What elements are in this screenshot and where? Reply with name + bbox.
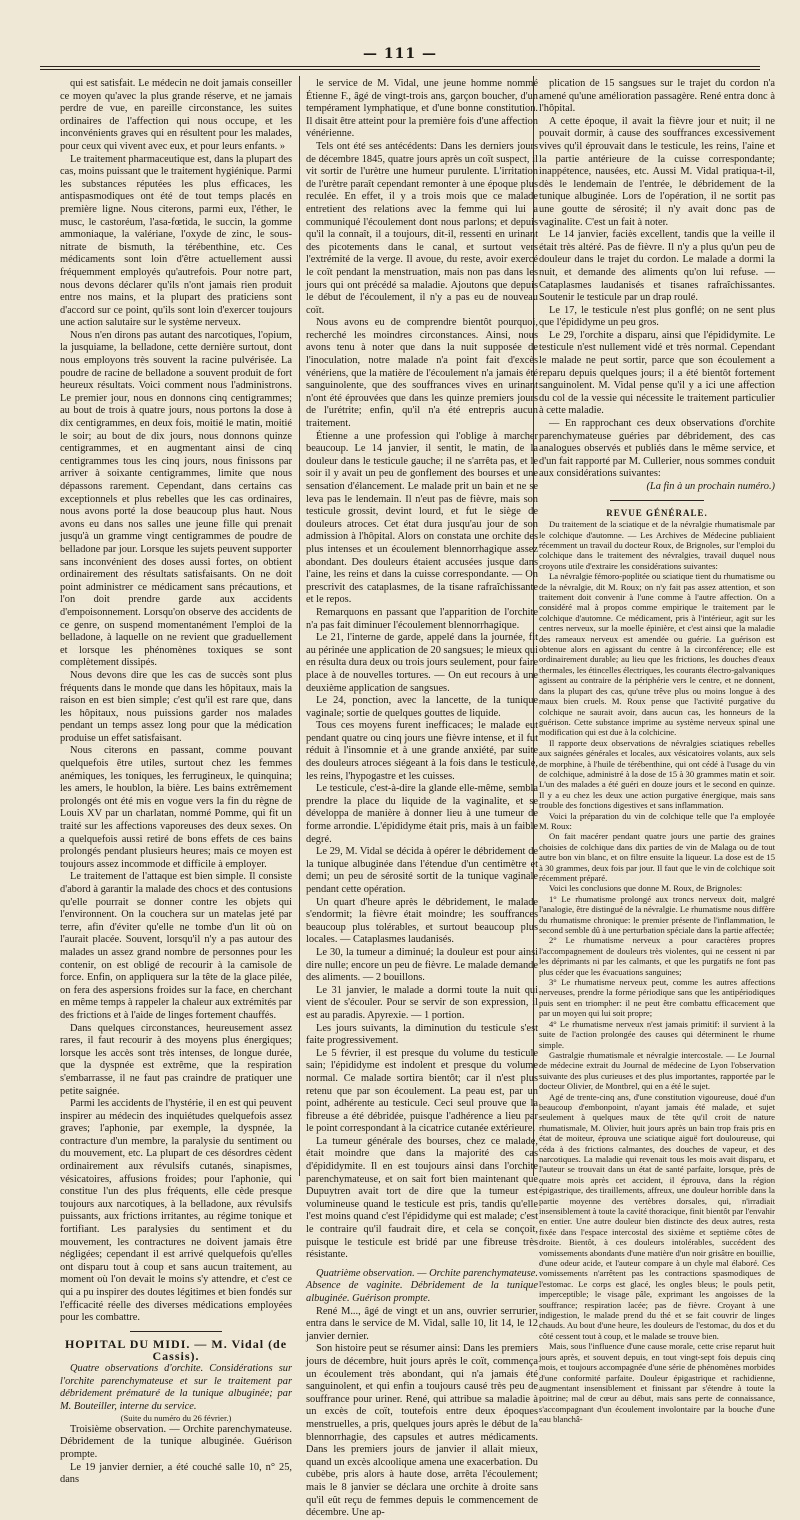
col2-paragraph: Remarquons en passant que l'apparition de l'orchite n'a pas fait diminuer l'écoulement blennorrhagique.: [306, 606, 538, 631]
revue-paragraph: On fait macérer pendant quatre jours une partie des graines choisies de colchique dans dix parties de vin de Malaga ou de tout autre bon vin blanc, et on filtre ensuite la liqueur. La dose est de 15 à 30 grammes, deux fois par jour. Il faut que le vin de colchique soit récemment préparé.: [539, 831, 775, 883]
observation-heading: Quatrième observation. — Orchite parenchymateuse. Absence de vaginite. Débridement de la tunique albuginée. Guérison prompte.: [306, 1267, 539, 1304]
section-title-revue-generale: REVUE GÉNÉRALE.: [606, 507, 708, 518]
revue-paragraph: Gastralgie rhumatismale et névralgie intercostale. — Le Journal de médecine extrait du Journal de médecine de Lyon l'observation suivante des plus curieuses et des plus importantes, rapportée par le docteur Olivier, de Montbrel, qui en a été le sujet.: [539, 1049, 775, 1092]
col3-paragraph: Le 17, le testicule n'est plus gonflé; on ne sent plus que l'épididyme un peu gros.: [539, 304, 775, 329]
section-separator: [610, 500, 704, 501]
col1-paragraph: Dans quelques circonstances, heureusement assez rares, il faut recourir à des moyens plus énergiques; lorsque les accès sont très intenses, de longue durée, que la dyspnée est extrême, que la respiration s'embarrasse, il ne faut pas craindre de pratiquer une petite saignée.: [60, 1022, 292, 1097]
to-be-continued-note: (La fin à un prochain numéro.): [646, 481, 775, 492]
col2-paragraph: Nous avons eu de comprendre bientôt pourquoi, recherché les moindres circonstances. Ainsi, nous avons tenu à noter que dans la nuit supposée de l'inoculation, notre malade n'a point fait d'excès vénériens, que la matière de l'écoulement n'a jamais été sanguinolente, que des souffrances vives en urinant n'ont été éprouvées que dans les quinze premiers jours de l'urétrite; enfin, qu'il n'a été entrepris aucun traitement.: [306, 317, 538, 430]
observation-heading: Troisième observation. — Orchite parenchymateuse. Débridement de la tunique albuginée. Guérison prompte.: [60, 1423, 292, 1460]
col2-paragraph: La tumeur générale des bourses, chez ce malade, était moindre que dans la majorité des cas d'épididymite. Il en est toujours ainsi dans l'orchite parenchymateuse, et on sait fort bien maintenant que Dupuytren avait tort de dire que la tumeur est volumineuse quand le testicule est pris, tandis qu'elle l'est moins quand c'est l'épididyme qui est malade; c'est le contraire qu'il faudrait dire, et cela se conçoit, puisque le testicule est bridé par une fibreuse très résistante.: [306, 1135, 538, 1261]
col2-paragraph: Tels ont été ses antécédents: Dans les derniers jours de décembre 1845, quatre jours après un coït suspect, il vit sortir de l'urètre une humeur purulente. L'irritation de l'urètre paraît cependant remonter à une époque plus reculée. En effet, il y a trois mois que ce malade entretient des relations avec la femme qui lui a communiqué l'écoulement dont nous parlons; et depuis qu'il la connaît, il a toujours, dit-il, ressenti en urinant des picotements dans le canal, et surtout vers l'extrémité de la verge. Il avoue, du reste, avoir exercé le coït pendant la menstruation, mais non pas dans les jours qui ont précédé sa maladie. Ajoutons que depuis le début de l'écoulement, il n'y a pas eu de nouveau coït.: [306, 140, 538, 316]
revue-paragraph: Mais, sous l'influence d'une cause morale, cette crise reparut huit jours après, et souvent depuis, en tout vingt-sept fois depuis cinq mois, et toujours accompagnée d'une série de phénomènes morbides d'une conformité parfaite. Douleur épigastrique et rachidienne, augmentant insensiblement et finissant par s'étendre à toute la poitrine; mal de cœur au début, mais sans perte de connaissance, s'accompagnant d'un écoulement involontaire par la bouche d'une eau blanchâ-: [539, 1341, 775, 1425]
revue-paragraph: 4° Le rhumatisme nerveux n'est jamais primitif: il survient à la suite de l'action prolongée des causes qui déterminent le rhume simple.: [539, 1018, 775, 1050]
revue-paragraph: Voici la préparation du vin de colchique telle que l'a employée M. Roux:: [539, 810, 775, 831]
header-rule-secondary: [40, 69, 760, 70]
revue-paragraph: La névralgie fémoro-poplitée ou sciatique tient du rhumatisme ou de la névralgie, dit M. Roux; on n'y fait pas assez attention, et son traitement doit convenir à l'une comme à l'autre affection. On a considéré mal à propos comme empirique le traitement par le colchique d'automne. Ce médicament, pris à l'intérieur, agit sur les centres nerveux, sur la moelle épinière, et c'est ainsi que la maladie des rameaux nerveux est amendée ou guérie. La guérison est obtenue alors en agissant du centre à la circonférence; elle est ordinairement durable; au lieu que les frictions, les douches d'eaux thermales, les étincelles électriques, les courants électro-galvaniques agissent au contraire de la périphérie vers le centre, et ne donnent, dans la plupart des cas, qu'une trêve plus ou moins longue à des maux bien cruels. M. Roux pense que l'activité purgative du colchique ne saurait avoir, dans aucun cas, les honneurs de la guérison. Cette substance imprime au système nerveux spinal une modification qui est due à la colchicine.: [539, 571, 775, 738]
column-divider-1: [299, 76, 300, 1176]
col3-paragraph: Le 29, l'orchite a disparu, ainsi que l'épididymite. Le testicule n'est nullement vidé et très normal. Cependant le malade ne peut sortir, parce que son écoulement a reparu depuis quelques jours; il a été bientôt fortement sanguinolent. M. Vidal pense qu'il y a ici une affection du col de la vessie qui nécessite le traitement particulier à cette maladie.: [539, 329, 775, 417]
col2-paragraph: Le 24, ponction, avec la lancette, de la tunique vaginale; sortie de quelques gouttes de liquide.: [306, 695, 538, 719]
col1-paragraph: Le traitement de l'attaque est bien simple. Il consiste d'abord à garantir la malade des chocs et des contusions qu'elle pourrait se donner contre les objets qui l'environnent. On la couchera sur un matelas jeté par terre, afin d'éviter qu'elle ne tombe d'un lit où on l'aurait placée. Souvent, lorsqu'il n'y a pas autour des malades un assez grand nombre de personnes pour les contenir, on est obligé de recourir à la camisole de force. Enfin, on appliquera sur la tête de la glace pilée, on fera des aspersions froides sur la face, en cherchant en même temps à rappeler la chaleur aux extrémités par des frictions et à l'aide de linges fortement chauffés.: [60, 871, 292, 1021]
article-subtitle: Quatre observations d'orchite. Considérations sur l'orchite parenchymateuse et sur le traitement par débridement prématuré de la tunique albuginée; par M. Bouteiller, interne du service.: [60, 1362, 292, 1412]
revue-paragraph: Voici les conclusions que donne M. Roux, de Brignoles:: [549, 883, 743, 894]
col1-paragraph: Parmi les accidents de l'hystérie, il en est qui peuvent inspirer au médecin des inquiétudes quelquefois assez graves; l'aphonie, par exemple, la dyspnée, la contracture d'un membre, la paralysie du sentiment ou du mouvement, etc. La plupart de ces désordres cèdent ordinairement aux révulsifs cutanés, sinapismes, vésicatoires, affusions froides; pour l'aphonie, qui constitue l'un des plus fréquents, elle cède presque toujours aux narcotiques, à la belladone, aux révulsifs puissants, aux frictions irritantes, au régime tonique et fortifiant. Les paralysies du sentiment et du mouvement, les contractures ne doivent jamais être négligées; cependant il est arrivé quelquefois qu'elles ont disparu tout à coup et sans aucun traitement, au moment où l'on devait le moins s'y attendre, et c'est ce qui a pu inspirer des doutes légitimes et bien fondés sur l'efficacité réelle des diverses médications employées pour les combattre.: [60, 1098, 292, 1324]
col2-paragraph: Le 21, l'interne de garde, appelé dans la journée, fit au périnée une application de 20 sangsues; le mieux qui en résulta dura deux ou trois jours seulement, pour faire place à de nouvelles tortures. — On eut recours à une deuxième application de sangsues.: [306, 632, 538, 694]
col1-paragraph: qui est satisfait. Le médecin ne doit jamais conseiller ce moyen qu'avec la plus grande réserve, et ne jamais perdre de vue, en pareille circonstance, les suites ordinaires de l'affection qui nous occupe, et les inconvénients graves qui en résultent pour les malades, pour ceux qui vivent avec eux, et pour leurs enfants. »: [60, 78, 292, 152]
col3-paragraph: plication de 15 sangsues sur le trajet du cordon n'a amené qu'une amélioration passagère. René entra donc à l'hôpital.: [539, 78, 775, 115]
col1-paragraph: Le traitement pharmaceutique est, dans la plupart des cas, moins puissant que le traitement hygiénique. Parmi les substances réputées les plus efficaces, les antispasmodiques ont été de tout temps placés en première ligne. Nous citerons, parmi eux, l'éther, le musc, le castoréum, l'asa-fœtida, le succin, la gomme ammoniaque, la valériane, l'oxyde de zinc, le sous-nitrate de bismuth, la térébenthine, etc. Ces médicaments sont loin d'être actuellement aussi fréquemment employés qu'autrefois. Pour notre part, nous devons déclarer qu'ils n'ont jamais rien produit entre nos mains, et la plupart des praticiens sont d'accord sur ce point, qu'ils sont loin d'exercer toujours une action salutaire sur le système nerveux.: [60, 153, 292, 329]
section-title-hopital-du-midi: HOPITAL DU MIDI. — M. Vidal (de Cassis).: [64, 1336, 288, 1364]
col1-paragraph: Nous citerons en passant, comme pouvant quelquefois être utiles, surtout chez les femmes anémiques, les toniques, les ferrugineux, le quinquina; les amers, le houblon, la bière. Les bains extrêmement prolongés ont été mis en vogue vers la fin du règne de Louis XV par un charlatan, nommé Pomme, qui fit un traité sur les affections vaporeuses des deux sexes. On a quelquefois aussi retiré de bons effets de ces bains prolongés pendant plusieurs heures; mais ce moyen est toujours assez incommode et difficile à employer.: [60, 745, 292, 870]
col2-paragraph: le service de M. Vidal, une jeune homme nommé Étienne F., âgé de vingt-trois ans, garçon boucher, d'un tempérament lymphatique, et d'une bonne constitution. Il disait être atteint pour la première fois d'une affection vénérienne.: [306, 78, 538, 140]
col2-paragraph: Les jours suivants, la diminution du testicule s'est faite progressivement.: [306, 1022, 538, 1047]
col1-paragraph: Le 19 janvier dernier, a été couché salle 10, n° 25, dans: [60, 1461, 292, 1486]
page-number: — 111 —: [363, 46, 437, 62]
header-rule: [40, 66, 760, 67]
column-1: [60, 78, 292, 1486]
section-separator: [130, 1331, 223, 1332]
col2-paragraph: Le 5 février, il est presque du volume du testicule sain; l'épididyme est indolent et presque du volume normal. Ce malade sortira bientôt; car il n'est plus retenu que par son écoulement. La peau est, par un point, adhérente au testicule. Ceci seul prouve que la fibreuse a été débridée, puisque l'adhérence a lieu par le point correspondant à la cicatrice cutanée extérieure.: [306, 1047, 538, 1135]
col2-paragraph: Étienne a une profession qui l'oblige à marcher beaucoup. Le 14 janvier, il sentit, le matin, de la douleur dans le testicule gauche; il ne s'arrêta pas, et le soir il y avait un peu de gonflement des bourses et une sensation d'élancement. Le malade prit un bain et ne se leva pas le lendemain. Il n'eut pas de fièvre, mais son testicule grossit, devint lourd, et fut le siège de douleurs atroces. Cet état dura jusqu'au jour de son admission à l'hôpital. Alors on constata une orchite des plus intenses et un écoulement blennorrhagique assez abondant. Des douleurs étaient accusées jusque dans l'aine, les reins et dans la cuisse correspondante. — On prescrivit des cataplasmes, de la tisane rafraîchissante et le repos.: [306, 430, 538, 606]
col2-paragraph: Son histoire peut se résumer ainsi: Dans les premiers jours de décembre, huit jours après le coït, commença un écoulement très abondant, qui n'a jamais été sanguinolent, et qui enfin a toujours causé très peu de souffrance pour uriner. René, qui attribue sa maladie à un excès de coït, toutefois entre deux époques menstruelles, a pris, quelques jours après le début de la blennorrhagie, des capsules et autres médicaments. Dans les premiers jours de janvier il allait mieux, quand un excès alcoolique amena une exacerbation. Du cubèbe, pris alors à haute dose, arrêta l'écoulement; mais le 8 janvier se déclara une orchite à droite sans qu'il eût reçu de femmes depuis le commencement de décembre. Une ap-: [306, 1343, 538, 1519]
col3-paragraph: Le 14 janvier, faciès excellent, tandis que la veille il était très altéré. Pas de fièvre. Il n'y a plus qu'un peu de douleur dans le trajet du cordon. Le malade a dormi la nuit, et demande des aliments qu'on lui refuse. — Cataplasmes laudanisés et tisanes rafraîchissantes. Soutenir le testicule par un drap roulé.: [539, 229, 775, 304]
continued-note: (Suite du numéro du 26 février.): [120, 1413, 232, 1424]
col2-paragraph: Tous ces moyens furent inefficaces; le malade eut pendant quatre ou cinq jours une fièvre intense, et il fut réduit à l'insomnie et à une grande anxiété, par suite des douleurs atroces siégeant à la fois dans le testicule, les reins, l'hypogastre et les cuisses.: [306, 720, 538, 782]
revue-paragraph: 2° Le rhumatisme nerveux a pour caractères propres l'accompagnement de douleurs très violentes, qui ne cessent ni par les déprimants ni par les calmants, et que les purgatifs ne font pas plus céder que les évacuations sanguines;: [539, 935, 775, 977]
revue-paragraph: Il rapporte deux observations de névralgies sciatiques rebelles aux saignées générales et locales, aux vésicatoires volants, aux sels de morphine, à l'huile de térébenthine, qui ont cédé à l'usage du vin de colchique, administré à la dose de 15 à 30 grammes matin et soir. L'un des malades a été guéri en douze jours et le second en quinze. Il y a eu chez les deux une action purgative énergique, mais sans trouble des fonctions digestives et sans inflammation.: [539, 737, 775, 811]
col2-paragraph: Le 30, la tumeur a diminué; la douleur est pour ainsi dire nulle; encore un peu de fièvre. Le malade demande des aliments. — 2 bouillons.: [306, 946, 538, 984]
col2-paragraph: Le 31 janvier, le malade a dormi toute la nuit qui vient de s'écouler. Pour se servir de son expression, il est au paradis. Apyrexie. — 1 portion.: [306, 984, 538, 1021]
col3-paragraph: — En rapprochant ces deux observations d'orchite parenchymateuse guéries par débridement, des cas analogues observés et publiés dans le même service, et d'un fait rapporté par M. Cullerier, nous sommes conduit aux considérations suivantes:: [539, 418, 775, 480]
col3-paragraph: A cette époque, il avait la fièvre jour et nuit; il ne pouvait dormir, à cause des souffrances excessivement vives qu'il éprouvait dans le testicule, les reins, l'aine et la partie antérieure de la cuisse correspondante; inappétence, nausées, etc. Aussi M. Vidal pratiqua-t-il, dès le lendemain de l'entrée, le débridement de la tunique albuginée. Lors de l'opération, il ne sortit pas une goutte de sérosité; il n'y avait donc pas de vaginalite. C'est un fait à noter.: [539, 115, 775, 228]
col2-paragraph: Le testicule, c'est-à-dire la glande elle-même, sembla prendre la place du liquide de la vaginalite, et se développa de manière à donner lieu à une tumeur de forme arrondie. L'épididyme était pris, mais à un faible degré.: [306, 783, 538, 845]
column-2: [306, 78, 539, 1519]
revue-paragraph: Du traitement de la sciatique et de la névralgie rhumatismale par le colchique d'automne. — Les Archives de Médecine publiaient récemment un travail du docteur Roux, de Brignoles, sur l'emploi du colchique dans le traitement des névralgies, travail duquel nous croyons utile d'extraire les considérations suivantes:: [539, 519, 775, 571]
col1-paragraph: Nous devons dire que les cas de succès sont plus fréquents dans le monde que dans les hôpitaux, mais la raison en est bien simple; c'est qu'il est rare que, dans les hôpitaux, nous puissions garder nos malades pendant un temps assez long pour que la médication produise un effet satisfaisant.: [60, 669, 292, 744]
revue-paragraph: 1° Le rhumatisme prolongé aux troncs nerveux doit, malgré l'analogie, être distingué de la névralgie. Le rhumatisme nous diffère du rhumatisme chronique: le premier présente de l'inflammation, le second semble dû à une perturbation spéciale dans la partie affectée;: [539, 893, 775, 936]
col2-paragraph: René M..., âgé de vingt et un ans, ouvrier serrurier, entra dans le service de M. Vidal, salle 10, lit 14, le 12 janvier dernier.: [306, 1305, 538, 1342]
revue-paragraph: 3° Le rhumatisme nerveux peut, comme les autres affections nerveuses, prendre la forme périodique sans que les antipériodiques puis sent en triompher: il ne peut être combattu efficacement que par un moyen qui lui soit propre;: [539, 977, 775, 1019]
revue-paragraph: Agé de trente-cinq ans, d'une constitution vigoureuse, doué d'un beaucoup d'embonpoint, n'ayant jamais été malade, et sujet seulement à quelques maux de tête qu'il croit de nature rhumatismale, M. Olivier, huit jours après un bain trop frais pris en état de moiteur, éprouva une sciatique aiguë fort douloureuse, qui céda à des frictions calmantes, des douches de vapeur, et des narcotiques. La maladie qui revenait tous les mois avait disparu, et l'auteur se trouvait dans un état de santé parfaite, lorsque, près de quatre mois après cet accident, il éprouva, dans la région épigastrique, des tiraillements, affreux, une douleur horrible dans la partie moyenne des vertèbres dorsales, qui, n'irradiait insensiblement à toute la cavité thoracique, finit bientôt par l'envahir en entier. Une autre douleur bien distincte des deux autres, resta fixée dans l'espace intercostal des sixième et septième côtes de droite. Bientôt, à ces douleurs intolérables, succédent des vomissements abondants d'une matière d'un noir grisâtre en bouillie, d'une odeur acide, et l'auteur compare à un chyle mal élaboré. Ces vomissements n'arrêtent pas les contractions spasmodiques de l'estomac. Le corps est glacé, les ongles bleus; le pouls petit, imperceptible; le visage pâle, exprimant les angoisses de la souffrance; respiration lacée; pas de fièvre. Croyant à une indigestion, le malade prend du thé et se fait couvrir de linges chauds. Au bout d'une heure, les douleurs de l'estomac, du dos et du côté cessent tout à coup, et le malade se trouve bien.: [539, 1091, 775, 1341]
col1-paragraph: Nous n'en dirons pas autant des narcotiques, l'opium, la jusquiame, la belladone, cette dernière surtout, dont nous employons très souvent la racine pulvérisée. La poudre de racine de belladone a souvent produit de fort heureux résultats. Voici comment nous l'administrons. Le premier jour, nous en donnons cinq centigrammes; au bout de trois à quatre jours, nous portons la dose à dix centigrammes, en deux fois, moitié le matin, moitié le soir; au bout de dix jours, nous donnons quinze centigrammes, et en augmentant ainsi de cinq centigrammes tous les cinq jours, nous finissons par arriver à soixante centigrammes, limite que nous dépassons rarement. Cependant, dans certains cas exceptionnels et plus rebelles que les cas ordinaires, nous avons porté la dose beaucoup plus haut. Nous avons eu dans nos salles une jeune fille qui prenait jusqu'à un gramme vingt centigrammes de poudre de belladone par jour. Lorsque les sujets peuvent supporter sans inconvénient des doses aussi fortes, on obtient ordinairement des résultats satisfaisants. On ne doit point administrer ce médicament sans précautions, et l'on doit prendre garde aux accidents d'empoisonnement. Lorsqu'on observe des accidents de ce genre, on suspend momentanément l'emploi de la belladone, à laquelle on ne revient que graduellement et lorsque les phénomènes toxiques se sont complètement dissipés.: [60, 329, 292, 669]
column-3: [539, 78, 775, 1425]
col2-paragraph: Le 29, M. Vidal se décida à opérer le débridement de la tunique albuginée dans l'étendue d'un centimètre et demi; un peu de sérosité sortit de la tunique vaginale pendant cette opération.: [306, 846, 538, 895]
col2-paragraph: Un quart d'heure après le débridement, le malade s'endormit; la fièvre était moindre; les souffrances beaucoup plus tolérables, et surtout beaucoup plus locales. — Cataplasmes laudanisés.: [306, 896, 538, 946]
